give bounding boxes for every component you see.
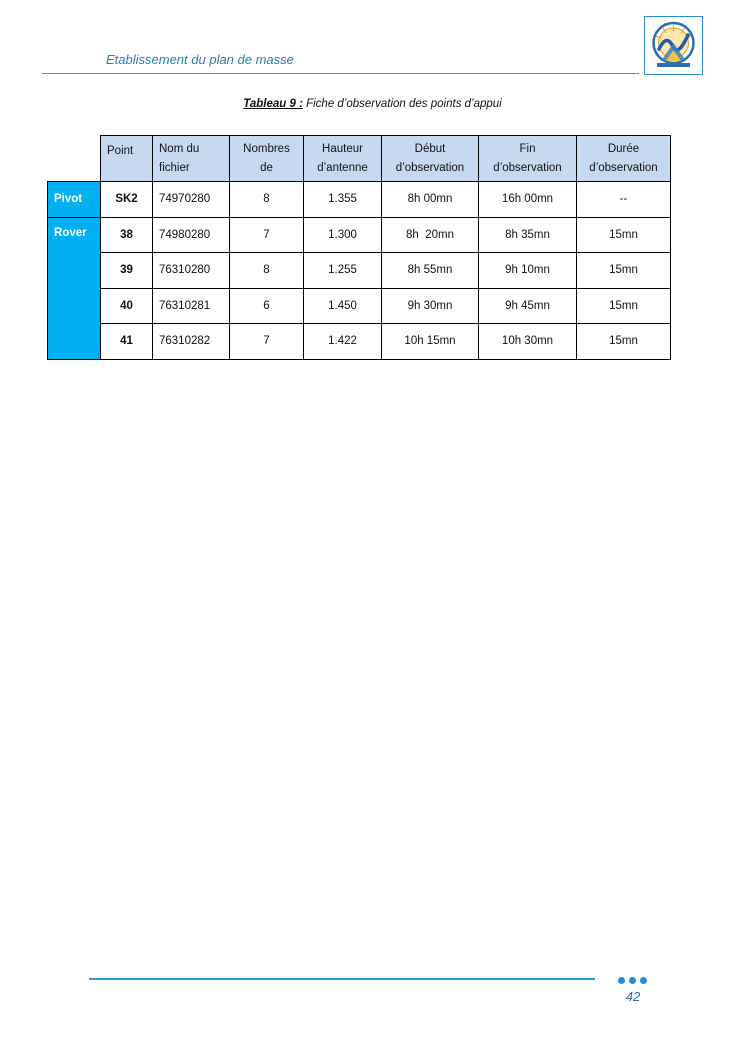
empty-corner-cell xyxy=(48,136,101,182)
running-header-title: Etablissement du plan de masse xyxy=(106,52,294,67)
cell-debut: 10h 15mn xyxy=(382,324,479,360)
cell-nombres: 6 xyxy=(230,288,304,324)
cell-fichier: 74980280 xyxy=(153,217,230,253)
cell-fin: 10h 30mn xyxy=(479,324,577,360)
group-label-rover: Rover xyxy=(48,217,101,359)
table-caption xyxy=(0,98,745,110)
cell-debut: 8h 20mn xyxy=(382,217,479,253)
table-row xyxy=(48,182,671,218)
cell-fin: 9h 45mn xyxy=(479,288,577,324)
header-duree: Durée d’observation xyxy=(577,136,671,182)
cell-nombres: 7 xyxy=(230,324,304,360)
cell-fin: 8h 35mn xyxy=(479,217,577,253)
group-label-pivot: Pivot xyxy=(48,182,101,218)
cell-point: 41 xyxy=(101,324,153,360)
cell-nombres: 8 xyxy=(230,253,304,289)
cell-fichier: 76310280 xyxy=(153,253,230,289)
ellipsis-dots-icon xyxy=(617,977,649,987)
table-row xyxy=(48,324,671,360)
cell-fichier: 74970280 xyxy=(153,182,230,218)
cell-point: SK2 xyxy=(101,182,153,218)
observation-table xyxy=(47,135,671,360)
cell-debut: 8h 00mn xyxy=(382,182,479,218)
cell-nombres: 8 xyxy=(230,182,304,218)
table-row xyxy=(48,288,671,324)
header-hauteur: Hauteur d’antenne xyxy=(304,136,382,182)
table-header-row xyxy=(48,136,671,182)
footer-divider xyxy=(89,978,595,980)
cell-point: 38 xyxy=(101,217,153,253)
header-nombres: Nombres de xyxy=(230,136,304,182)
cell-duree: 15mn xyxy=(577,324,671,360)
caption-label: Tableau 9 : xyxy=(243,98,303,110)
header-debut: Début d’observation xyxy=(382,136,479,182)
header-nom-fichier: Nom du fichier xyxy=(153,136,230,182)
caption-text: Fiche d’observation des points d’appui xyxy=(302,98,502,110)
cell-hauteur: 1.255 xyxy=(304,253,382,289)
cell-hauteur: 1.450 xyxy=(304,288,382,324)
header-point: Point xyxy=(101,136,153,182)
header-fin: Fin d’observation xyxy=(479,136,577,182)
cell-debut: 9h 30mn xyxy=(382,288,479,324)
cell-hauteur: 1.422 xyxy=(304,324,382,360)
cell-fin: 16h 00mn xyxy=(479,182,577,218)
cell-point: 40 xyxy=(101,288,153,324)
cell-duree: 15mn xyxy=(577,288,671,324)
cell-hauteur: 1.300 xyxy=(304,217,382,253)
table-row xyxy=(48,253,671,289)
cell-duree: 15mn xyxy=(577,253,671,289)
cell-duree: -- xyxy=(577,182,671,218)
header-divider xyxy=(42,73,639,74)
cell-fin: 9h 10mn xyxy=(479,253,577,289)
cell-fichier: 76310282 xyxy=(153,324,230,360)
cell-point: 39 xyxy=(101,253,153,289)
cell-hauteur: 1.355 xyxy=(304,182,382,218)
cell-debut: 8h 55mn xyxy=(382,253,479,289)
cell-duree: 15mn xyxy=(577,217,671,253)
university-logo-icon xyxy=(644,16,703,75)
cell-nombres: 7 xyxy=(230,217,304,253)
cell-fichier: 76310281 xyxy=(153,288,230,324)
page-number: 42 xyxy=(625,989,641,1004)
table-row xyxy=(48,217,671,253)
